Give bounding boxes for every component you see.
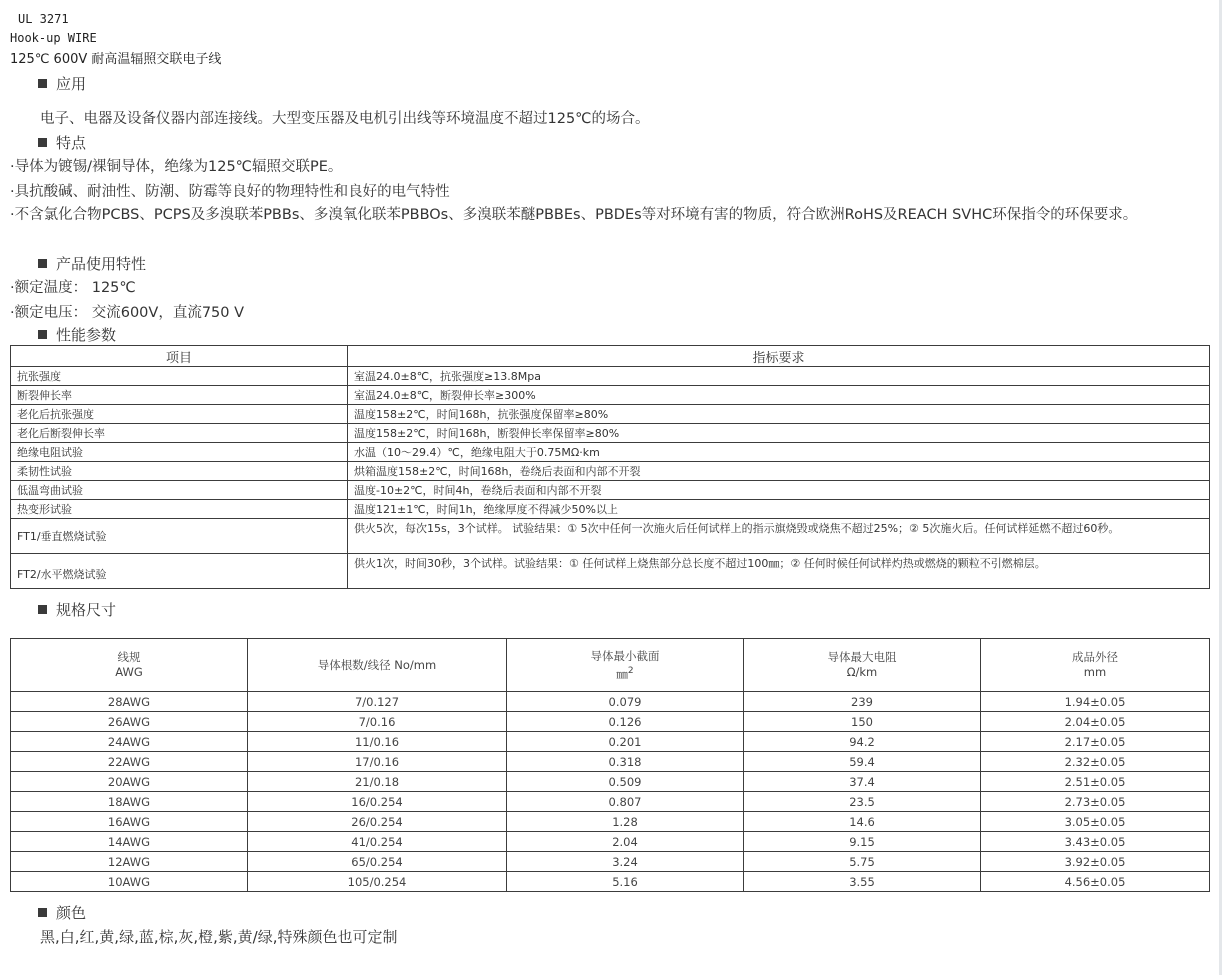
table-row [11,462,1210,481]
table-cell: 11/0.16 [248,732,507,752]
feature-item: ·不含氯化合物PCBS、PCPS及多溴联苯PBBs、多溴氧化联苯PBBOs、多溴联苯醚PBBEs、PBDEs等对环境有害的物质，符合欧洲RoHS及REACH SVHC环保指令的环保要求。 [10,207,1138,223]
column-header-resistance [744,639,981,692]
table-cell: 14AWG [11,832,248,852]
table-cell: 2.04±0.05 [981,712,1210,732]
header-unit: ㎜ [616,666,628,681]
item-cell: 老化后断裂伸长率 [11,424,348,443]
table-cell: 7/0.127 [248,692,507,712]
table-cell: 0.079 [507,692,744,712]
bullet-square-icon [38,79,47,88]
table-cell: 2.73±0.05 [981,792,1210,812]
section-spec-heading [38,599,116,620]
table-cell: 105/0.254 [248,872,507,892]
spec-table [10,638,1210,892]
product-title: 125℃ 600V 耐高温辐照交联电子线 [10,52,222,67]
header-unit: Ω/km [846,665,878,679]
table-row [11,443,1210,462]
section-application-heading [38,73,86,94]
table-cell: 0.807 [507,792,744,812]
item-cell: 热变形试验 [11,500,348,519]
header-unit: AWG [115,665,143,679]
table-row [11,481,1210,500]
requirement-cell: 室温24.0±8℃，抗张强度≥13.8Mpa [348,367,1210,386]
requirement-cell: 烘箱温度158±2℃，时间168h，卷绕后表面和内部不开裂 [348,462,1210,481]
requirement-cell: 室温24.0±8℃，断裂伸长率≥300% [348,386,1210,405]
table-cell: 5.75 [744,852,981,872]
table-cell: 5.16 [507,872,744,892]
table-row [11,752,1210,772]
requirement-cell: 温度158±2℃，时间168h，抗张强度保留率≥80% [348,405,1210,424]
table-cell: 4.56±0.05 [981,872,1210,892]
table-cell: 2.32±0.05 [981,752,1210,772]
table-cell: 22AWG [11,752,248,772]
table-cell: 26/0.254 [248,812,507,832]
column-header: 指标要求 [348,346,1210,367]
table-cell: 21/0.18 [248,772,507,792]
table-row [11,692,1210,712]
section-usage-heading [38,253,146,274]
table-cell: 0.126 [507,712,744,732]
bullet-square-icon [38,908,47,917]
table-cell: 2.51±0.05 [981,772,1210,792]
table-cell: 24AWG [11,732,248,752]
table-cell: 10AWG [11,872,248,892]
table-row [11,772,1210,792]
item-cell: 老化后抗张强度 [11,405,348,424]
requirement-cell: 供火5次，每次15s，3个试样。 试验结果：① 5次中任何一次施火后任何试样上的指示旗烧毁或烧焦不超过25%；② 5次施火后。任何试样延燃不超过60秒。 [348,519,1210,554]
table-row [11,812,1210,832]
section-title: 规格尺寸 [56,601,117,619]
table-row [11,554,1210,589]
table-cell: 12AWG [11,852,248,872]
header-line: 导体最小截面 [590,648,660,663]
section-title: 性能参数 [56,326,117,344]
table-cell: 7/0.16 [248,712,507,732]
table-cell: 37.4 [744,772,981,792]
table-cell: 1.94±0.05 [981,692,1210,712]
requirement-cell: 温度121±1℃，时间1h，绝缘厚度不得减少50%以上 [348,500,1210,519]
section-title: 特点 [56,134,87,152]
header-line: 导体根数/线径 No/mm [317,657,437,672]
section-title: 颜色 [56,904,87,922]
table-cell: 28AWG [11,692,248,712]
column-header-gauge [11,639,248,692]
table-cell: 17/0.16 [248,752,507,772]
table-row [11,405,1210,424]
table-row [11,832,1210,852]
requirement-cell: 水温（10～29.4）℃，绝缘电阻大于0.75MΩ·km [348,443,1210,462]
column-header: 项目 [11,346,348,367]
table-header-row [11,346,1210,367]
item-cell: FT1/垂直燃烧试验 [11,519,348,554]
section-title: 产品使用特性 [56,255,147,273]
table-cell: 150 [744,712,981,732]
feature-item: ·导体为镀锡/裸铜导体，绝缘为125℃辐照交联PE。 [10,159,343,175]
table-cell: 16/0.254 [248,792,507,812]
table-cell: 94.2 [744,732,981,752]
header-line: 成品外径 [1072,650,1118,664]
table-cell: 0.318 [507,752,744,772]
item-cell: 抗张强度 [11,367,348,386]
table-cell: 3.24 [507,852,744,872]
table-cell: 41/0.254 [248,832,507,852]
column-header-diameter [981,639,1210,692]
table-cell: 23.5 [744,792,981,812]
table-cell: 18AWG [11,792,248,812]
header-line: 导体最大电阻 [827,650,897,664]
item-cell: 柔韧性试验 [11,462,348,481]
table-cell: 3.05±0.05 [981,812,1210,832]
table-row [11,519,1210,554]
table-row [11,500,1210,519]
header-unit: mm [1083,665,1107,679]
table-cell: 16AWG [11,812,248,832]
item-cell: FT2/水平燃烧试验 [11,554,348,589]
table-cell: 3.43±0.05 [981,832,1210,852]
table-row [11,732,1210,752]
performance-table [10,345,1210,589]
table-row [11,367,1210,386]
table-cell: 2.04 [507,832,744,852]
model-number: UL 3271 [18,12,69,26]
table-cell: 239 [744,692,981,712]
requirement-cell: 温度-10±2℃，时间4h，卷绕后表面和内部不开裂 [348,481,1210,500]
table-cell: 14.6 [744,812,981,832]
table-row [11,792,1210,812]
header-superscript: 2 [627,665,634,676]
table-cell: 3.92±0.05 [981,852,1210,872]
item-cell: 绝缘电阻试验 [11,443,348,462]
header-line: 线规 [117,650,141,664]
table-cell: 9.15 [744,832,981,852]
section-title: 应用 [56,75,87,93]
section-colors-heading [38,902,86,923]
application-text: 电子、电器及设备仪器内部连接线。大型变压器及电机引出线等环境温度不超过125℃的场合。 [40,111,650,127]
bullet-square-icon [38,259,47,268]
table-cell: 65/0.254 [248,852,507,872]
requirement-cell: 温度158±2℃，时间168h，断裂伸长率保留率≥80% [348,424,1210,443]
table-row [11,712,1210,732]
column-header-strands [248,639,507,692]
table-cell: 0.509 [507,772,744,792]
table-row [11,872,1210,892]
table-cell: 3.55 [744,872,981,892]
section-performance-heading [38,324,116,345]
table-header-row [11,639,1210,692]
section-features-heading [38,132,86,153]
table-cell: 0.201 [507,732,744,752]
table-row [11,386,1210,405]
table-cell: 59.4 [744,752,981,772]
bullet-square-icon [38,330,47,339]
table-row [11,424,1210,443]
item-cell: 低温弯曲试验 [11,481,348,500]
item-cell: 断裂伸长率 [11,386,348,405]
feature-item: ·具抗酸碱、耐油性、防潮、防霉等良好的物理特性和良好的电气特性 [10,184,450,200]
table-cell: 2.17±0.05 [981,732,1210,752]
table-cell: 26AWG [11,712,248,732]
table-cell: 1.28 [507,812,744,832]
colors-text: 黑,白,红,黄,绿,蓝,棕,灰,橙,紫,黄/绿,特殊颜色也可定制 [40,928,398,946]
column-header-cross-section [507,639,744,692]
table-row [11,852,1210,872]
requirement-cell: 供火1次，时间30秒，3个试样。试验结果：① 任何试样上烧焦部分总长度不超过100㎜；② 任何时候任何试样灼热或燃烧的颗粒不引燃棉层。 [348,554,1210,589]
rated-temperature: ·额定温度： 125℃ [10,280,136,296]
bullet-square-icon [38,138,47,147]
rated-voltage: ·额定电压： 交流600V，直流750 V [10,305,245,321]
table-cell: 20AWG [11,772,248,792]
bullet-square-icon [38,605,47,614]
product-type: Hook-up WIRE [10,31,97,45]
